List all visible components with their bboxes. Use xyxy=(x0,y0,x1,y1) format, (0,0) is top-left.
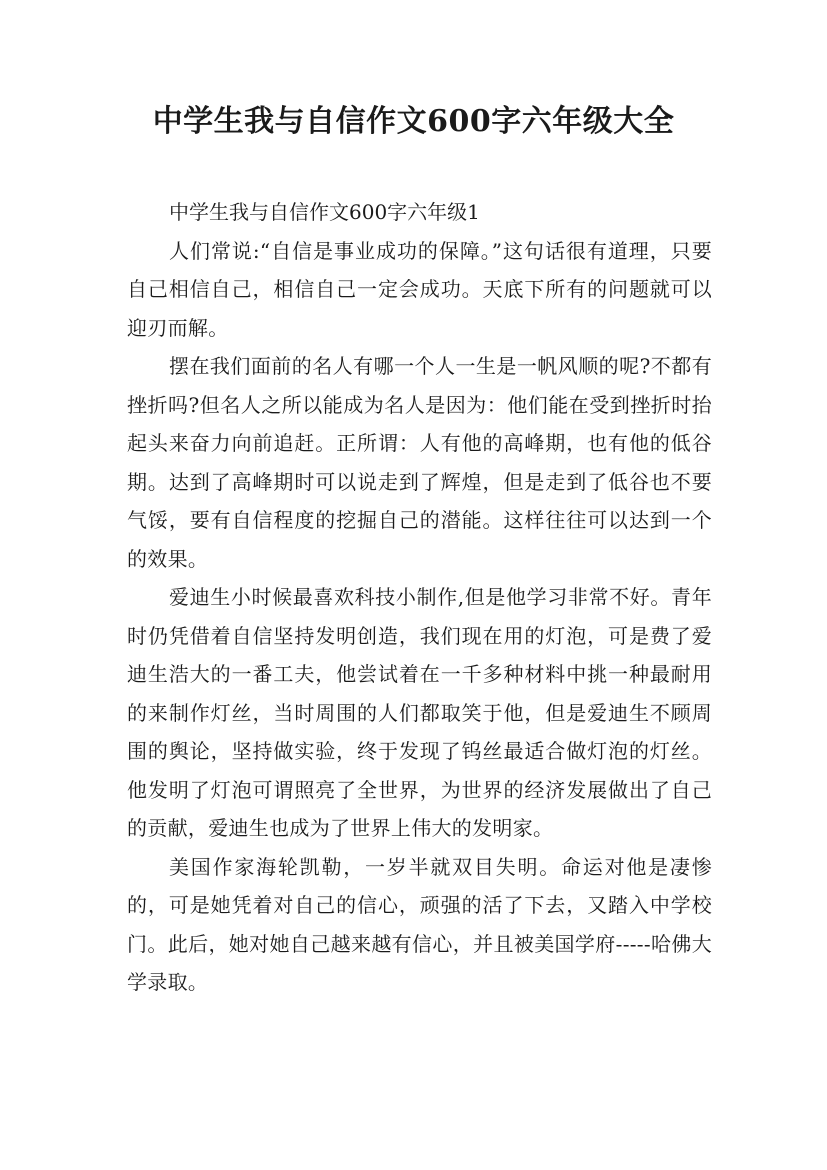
document-title: 中学生我与自信作文600字六年级大全 xyxy=(152,104,675,139)
paragraph-2: 摆在我们面前的名人有哪一个人一生是一帆风顺的呢?不都有挫折吗?但名人之所以能成为名人是因为：他们能在受到挫折时抬起头来奋力向前追赶。正所谓：人有他的高峰期，也有他的低谷期。达到了高峰期时可以说走到了辉煌，但是走到了低谷也不要气馁，要有自信程度的挖掘自己的潜能。这样往往可以达到一个的效果。 xyxy=(127,354,712,571)
paragraph-4: 美国作家海轮凯勒，一岁半就双目失明。命运对他是凄惨的，可是她凭着对自己的信心，顽强的活了下去，又踏入中学校门。此后，她对她自己越来越有信心，并且被美国学府-----哈佛大学录取。 xyxy=(127,854,712,994)
paragraph-3: 爱迪生小时候最喜欢科技小制作,但是他学习非常不好。青年时仍凭借着自信坚持发明创造，我们现在用的灯泡，可是费了爱迪生浩大的一番工夫，他尝试着在一千多种材料中挑一种最耐用的来制作灯丝，当时周围的人们都取笑于他，但是爱迪生不顾周围的舆论，坚持做实验，终于发现了钨丝最适合做灯泡的灯丝。他发明了灯泡可谓照亮了全世界，为世界的经济发展做出了自己的贡献，爱迪生也成为了世界上伟大的发明家。 xyxy=(127,585,712,840)
paragraph-1: 人们常说:“自信是事业成功的保障。”这句话很有道理，只要自己相信自己，相信自己一定会成功。天底下所有的问题就可以迎刃而解。 xyxy=(127,238,712,340)
essay-subheading: 中学生我与自信作文600字六年级1 xyxy=(169,200,480,224)
document-body xyxy=(127,193,712,1002)
